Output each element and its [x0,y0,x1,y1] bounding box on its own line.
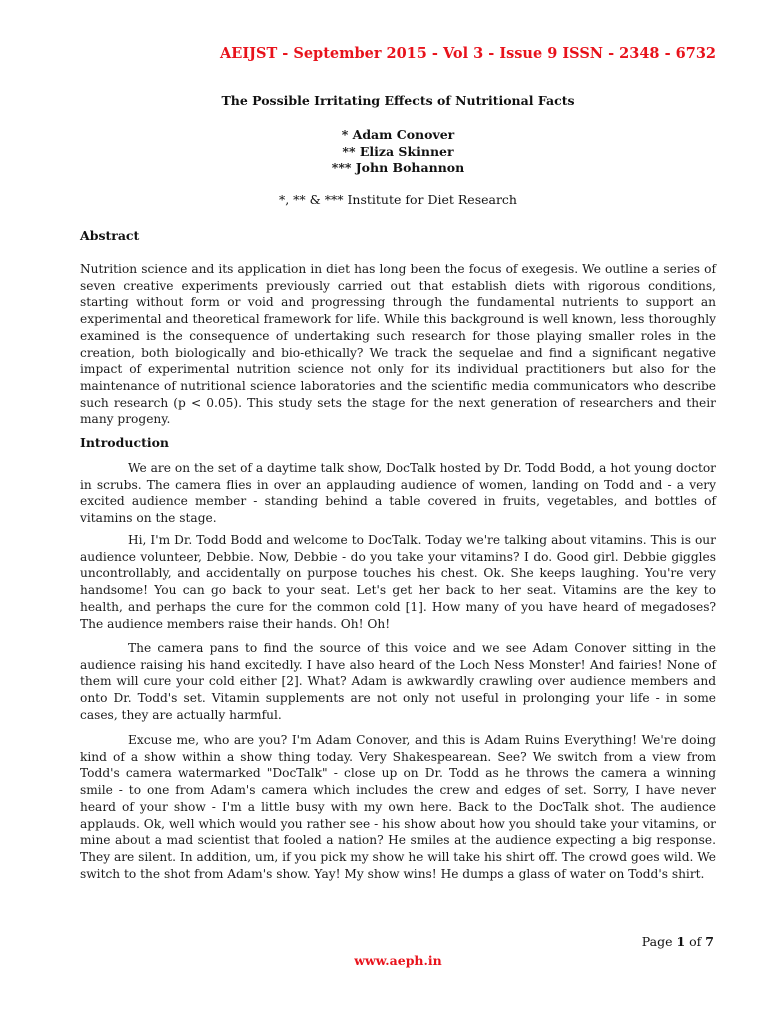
page-of-label: of [689,934,702,949]
journal-header: AEIJST - September 2015 - Vol 3 - Issue 9 ISSN - 2348 - 6732 [220,45,716,62]
abstract-text: Nutrition science and its application in diet has long been the focus of exegesis. We outline a series of seven creative experiments previously carried out that establish diets with rigorous conditions, starting without form or void and progressing through the fundamental nutrients to support an experimental and theoretical framework for life. While this background is well known, less thoroughly examined is the consequence of undertaking such research for those playing smaller roles in the creation, both biologically and bio-ethically? We track the sequelae and find a significant negative impact of experimental nutrition science not only for its individual practitioners but also for the maintenance of nutritional science laboratories and the scientific media communicators who describe such research (p < 0.05). This study sets the stage for the next generation of researchers and their many progeny. [80,262,716,427]
page-label: Page [641,934,673,949]
abstract-heading: Abstract [80,228,140,243]
author-list [0,127,768,177]
introduction-heading: Introduction [80,435,170,450]
page-total: 7 [705,934,714,949]
footer-url[interactable]: www.aeph.in [354,953,442,968]
author-name: ** Eliza Skinner [342,143,454,159]
author-name: * Adam Conover [341,127,455,142]
page-number [642,934,714,949]
body-paragraph: Excuse me, who are you? I'm Adam Conover, and this is Adam Ruins Everything! We're doing kind of a show within a show thing today. Very Shakespearean. See? We switch from a view from Todd's camera watermarked "DocTalk" - close up on Dr. Todd as he throws the camera a winning smile - to one from Adam's camera which includes the crew and edges of set. Sorry, I have never heard of your show - I'm a little busy with my own here. Back to the DocTalk shot. The audience applauds. Ok, well which would you rather see - his show about how you should take your vitamins, or mine about a mad scientist that fooled a nation? He smiles at the audience expecting a big response. They are silent. In addition, um, if you pick my show he will take his shirt off. The crowd goes wild. We switch to the shot from Adam's show. Yay! My show wins! He dumps a glass of water on Todd's shirt. [80,733,716,881]
author-affiliation: *, ** & *** Institute for Diet Research [278,192,517,207]
body-paragraph: Hi, I'm Dr. Todd Bodd and welcome to DocTalk. Today we're talking about vitamins. This is our audience volunteer, Debbie. Now, Debbie - do you take your vitamins? I do. Good girl. Debbie giggles uncontrollably, and accidentally on purpose touches his chest. Ok. She keeps laughing. You're very handsome! You can go back to your seat. Let's get her back to her seat. Vitamins are the key to health, and perhaps the cure for the common cold [1]. How many of you have heard of megadoses? The audience members raise their hands. Oh! Oh! [80,533,716,631]
page-current: 1 [676,934,686,949]
body-paragraph: The camera pans to find the source of this voice and we see Adam Conover sitting in the audience raising his hand excitedly. I have also heard of the Loch Ness Monster! And fairies! None of them will cure your cold either [2]. What? Adam is awkwardly crawling over audience members and onto Dr. Todd's set. Vitamin supplements are not only not useful in prolonging your life - in some cases, they are actually harmful. [80,641,716,722]
author-name: *** John Bohannon [331,160,465,175]
article-title: The Possible Irritating Effects of Nutritional Facts [221,93,575,108]
body-paragraph: We are on the set of a daytime talk show, DocTalk hosted by Dr. Todd Bodd, a hot young doctor in scrubs. The camera flies in over an applauding audience of women, landing on Todd and - a very excited audience member - standing behind a table covered in fruits, vegetables, and bottles of vitamins on the stage. [80,461,716,526]
